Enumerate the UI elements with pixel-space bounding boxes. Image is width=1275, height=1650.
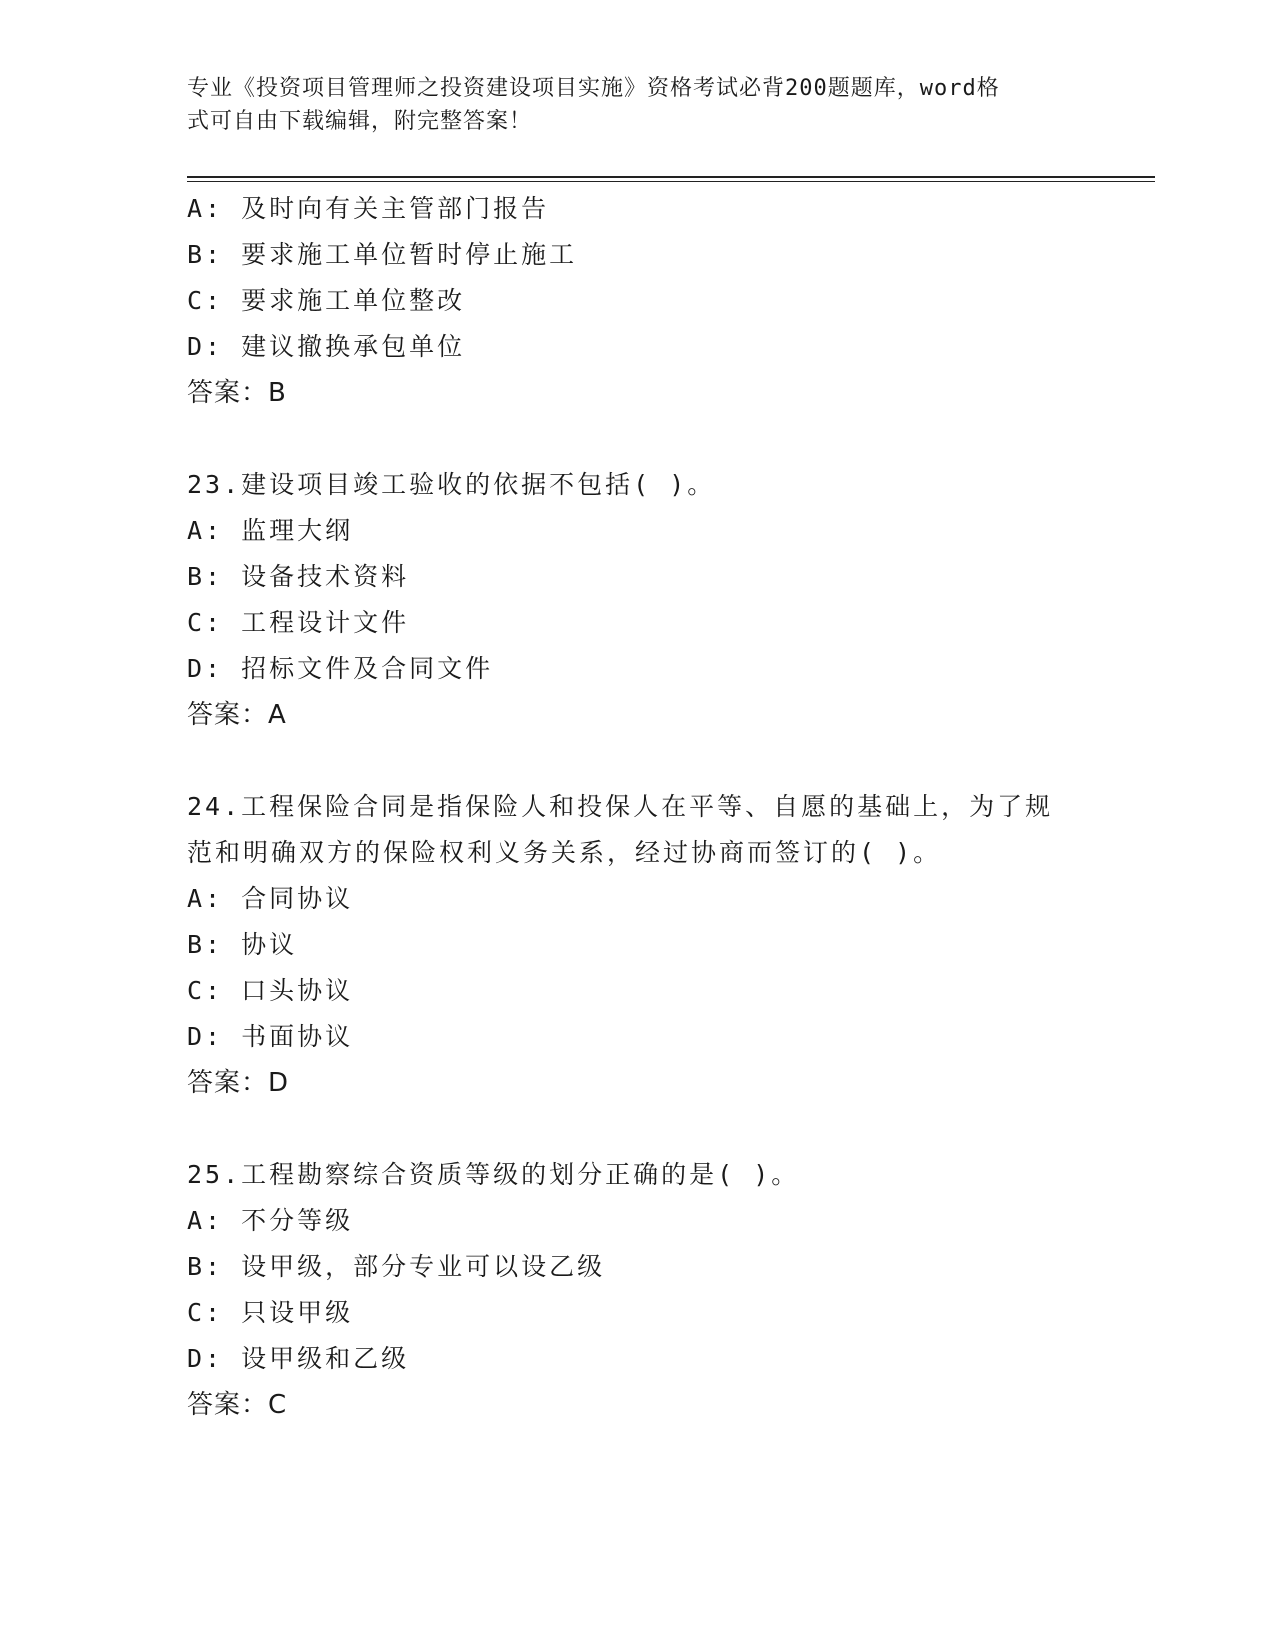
option-a: A: 合同协议: [187, 884, 354, 913]
option-c: C: 只设甲级: [187, 1298, 354, 1327]
document-header: [187, 72, 1067, 138]
option-d: D: 设甲级和乙级: [187, 1344, 410, 1373]
option-b: B: 设备技术资料: [187, 562, 410, 591]
option-a: A: 监理大纲: [187, 516, 354, 545]
question-24: [187, 784, 1087, 1106]
header-divider: [187, 176, 1155, 182]
option-b: B: 要求施工单位暂时停止施工: [187, 240, 578, 269]
answer: 答案：B: [187, 378, 287, 408]
header-line-2: 式可自由下载编辑，附完整答案！: [187, 109, 533, 134]
option-c: C: 要求施工单位整改: [187, 286, 466, 315]
question-list: [187, 186, 1087, 1474]
question-stem: 23.建设项目竣工验收的依据不包括( )。: [187, 470, 716, 499]
question-23: [187, 462, 1087, 738]
option-a: A: 及时向有关主管部门报告: [187, 194, 550, 223]
question-stem: 25.工程勘察综合资质等级的划分正确的是( )。: [187, 1160, 800, 1189]
option-a: A: 不分等级: [187, 1206, 354, 1235]
question-stem-line-2: 范和明确双方的保险权利义务关系，经过协商而签订的( )。: [187, 838, 942, 867]
option-c: C: 口头协议: [187, 976, 354, 1005]
answer: 答案：A: [187, 700, 287, 730]
option-d: D: 书面协议: [187, 1022, 354, 1051]
option-d: D: 建议撤换承包单位: [187, 332, 466, 361]
header-line-1: 专业《投资项目管理师之投资建设项目实施》资格考试必背200题题库，word格: [187, 76, 1000, 101]
option-b: B: 协议: [187, 930, 298, 959]
option-b: B: 设甲级，部分专业可以设乙级: [187, 1252, 606, 1281]
question-25: [187, 1152, 1087, 1428]
option-d: D: 招标文件及合同文件: [187, 654, 494, 683]
option-c: C: 工程设计文件: [187, 608, 410, 637]
answer: 答案：D: [187, 1068, 290, 1098]
question-22: [187, 186, 1087, 416]
answer: 答案：C: [187, 1390, 288, 1420]
question-stem-line-1: 24.工程保险合同是指保险人和投保人在平等、自愿的基础上，为了规: [187, 792, 1054, 821]
